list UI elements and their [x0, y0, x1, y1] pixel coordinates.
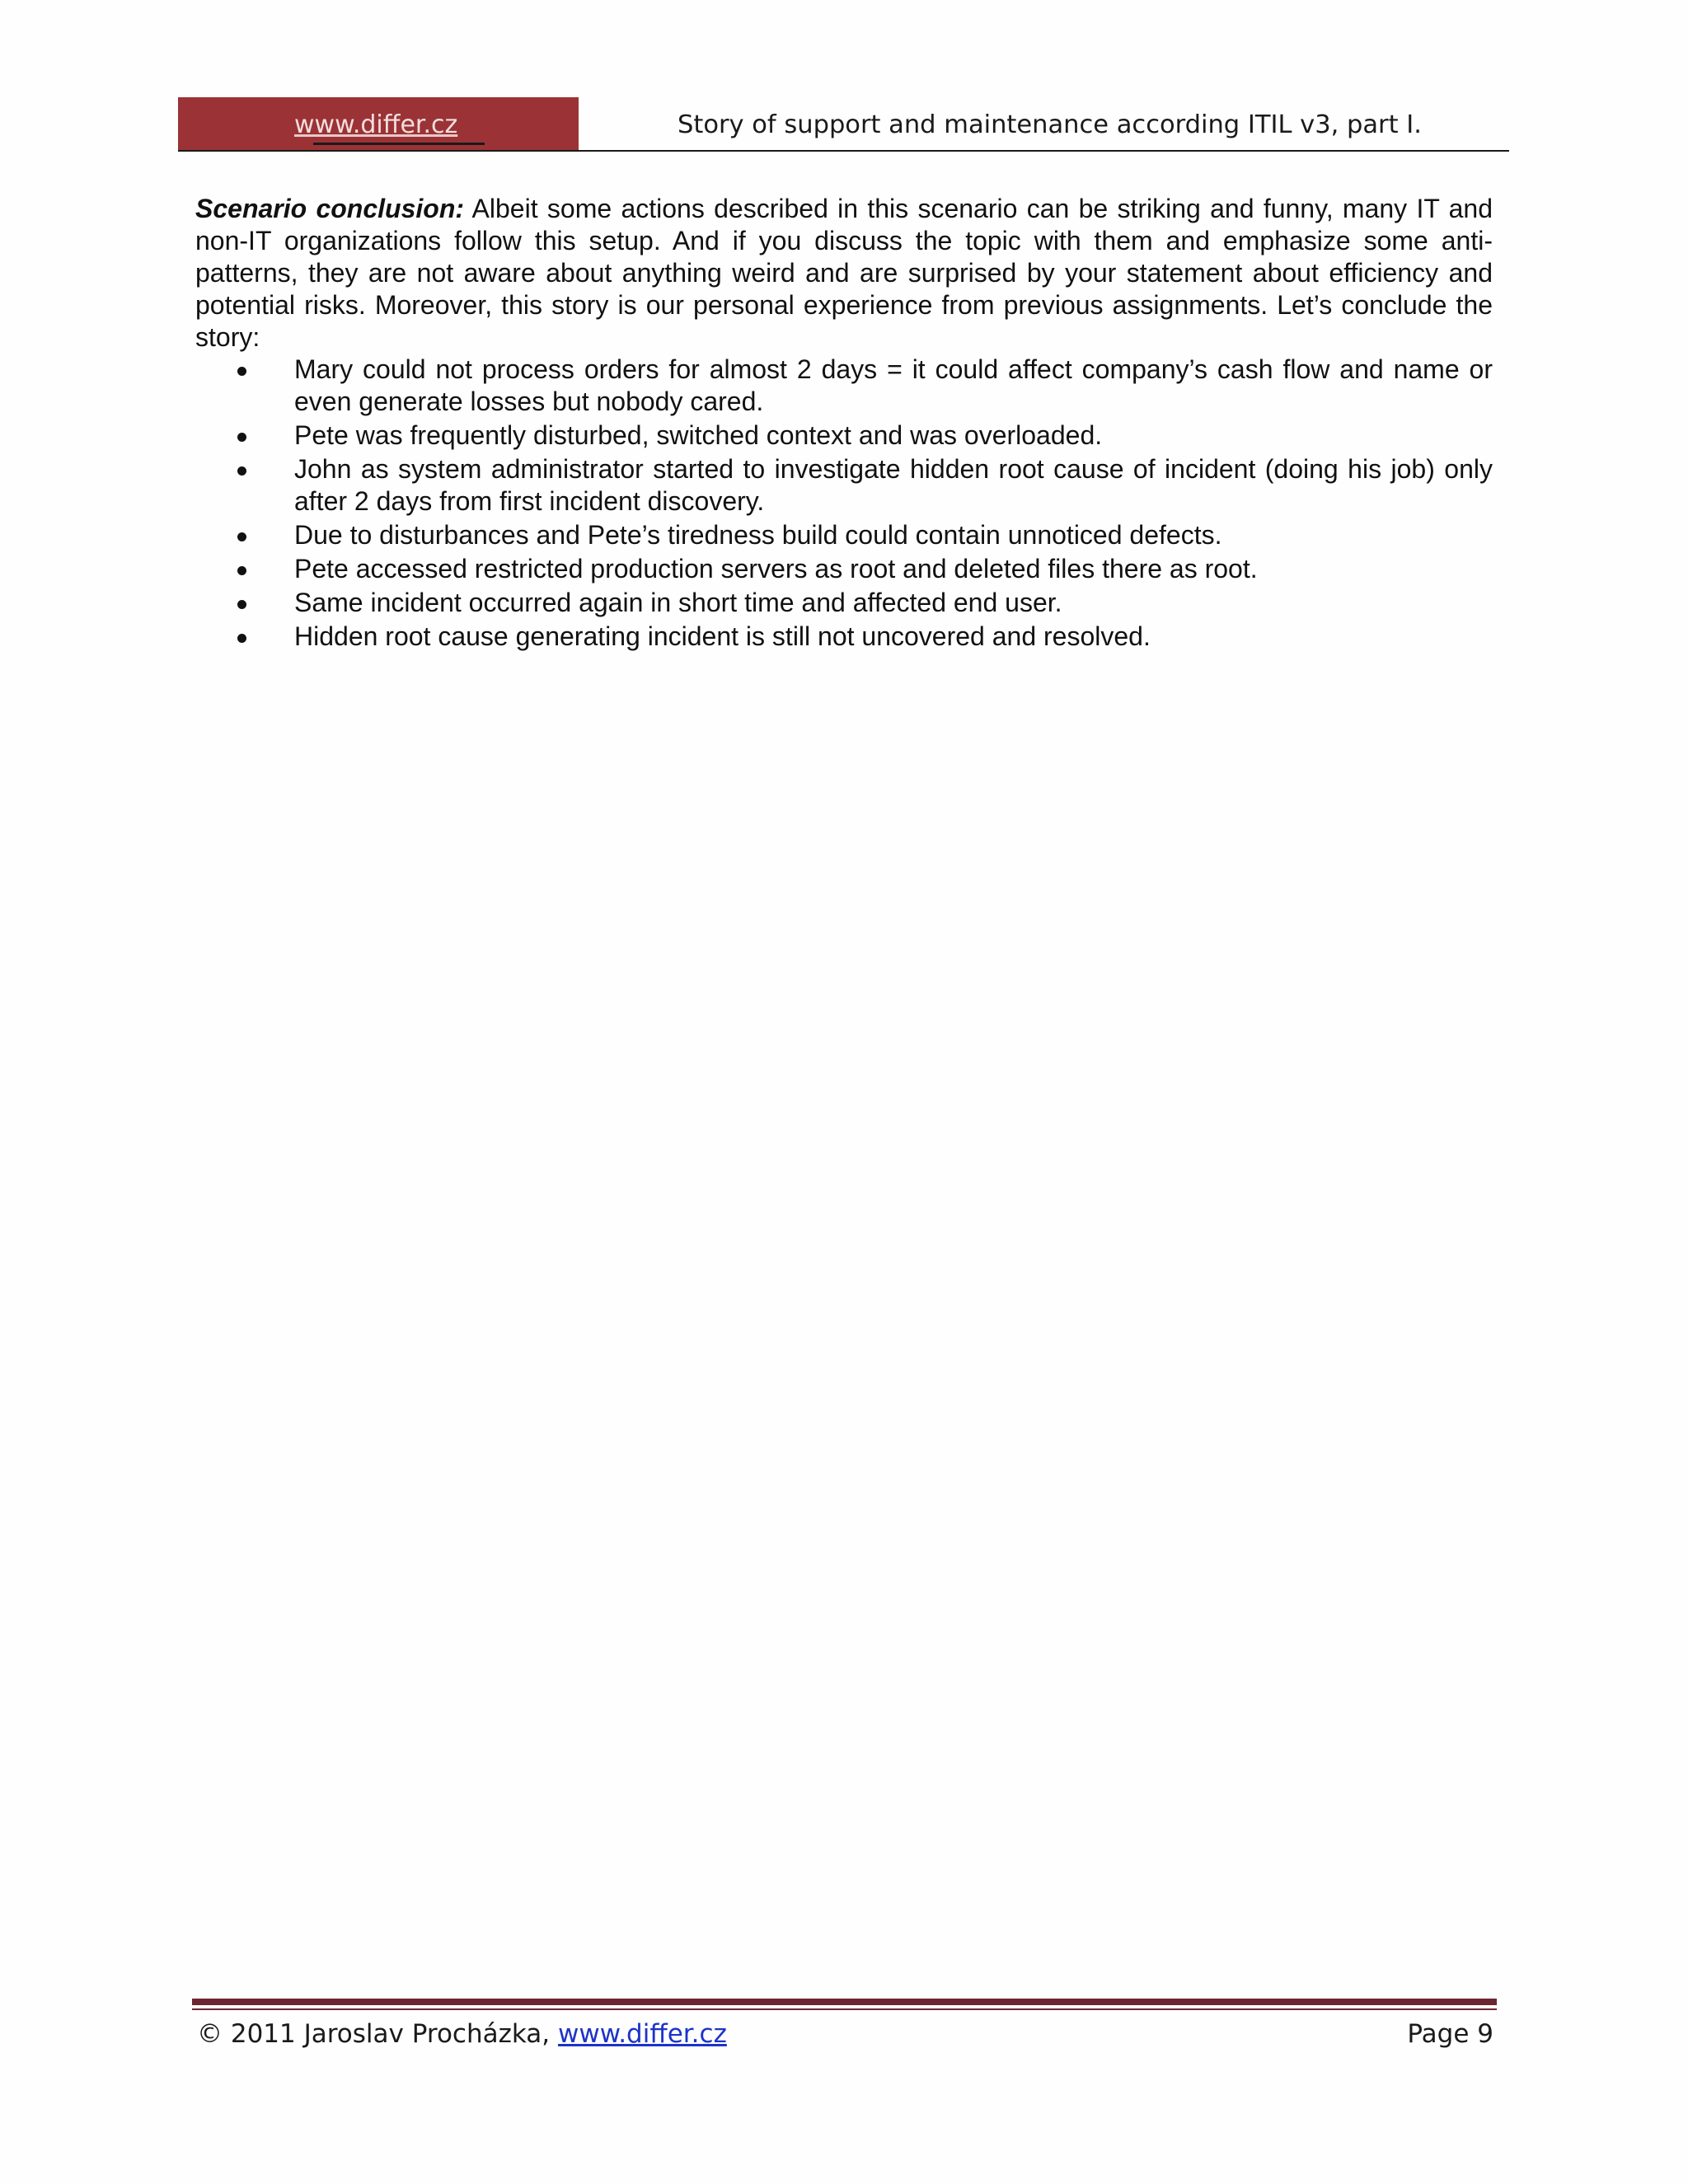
footer-copyright-text: © 2011 Jaroslav Procházka, [197, 2019, 558, 2049]
bullet-text: Pete accessed restricted production servers as root and deleted files there as root. [294, 554, 1258, 583]
conclusion-lead: Scenario conclusion: [195, 194, 465, 223]
bullet-dot-icon [237, 532, 246, 541]
bullet-item [294, 553, 1493, 585]
bullet-item [294, 419, 1493, 452]
bullet-dot-icon [237, 466, 246, 476]
bullet-dot-icon [237, 600, 246, 609]
bullet-dot-icon [237, 433, 246, 442]
bullet-text: Mary could not process orders for almost 2 days = it could affect company’s cash flow and name or even generate losses but nobody cared. [294, 354, 1493, 416]
conclusion-text: Albeit some actions described in this scenario can be striking and funny, many IT and non-IT organizations follow this setup. And if you discuss the topic with them and emphasize some anti-patterns, they are not aware about anything weird and are surprised by your statement about efficiency and potential risks. Moreover, this story is our personal experience from previous assignments. Let’s conclude the story: [195, 194, 1493, 352]
bullet-text: Hidden root cause generating incident is still not uncovered and resolved. [294, 621, 1151, 651]
bullet-dot-icon [237, 634, 246, 643]
bullet-text: John as system administrator started to investigate hidden root cause of incident (doing his job) only after 2 days from first incident discovery. [294, 454, 1493, 516]
bullet-item [294, 621, 1493, 653]
conclusion-bullet-list [195, 354, 1493, 653]
main-content [195, 193, 1493, 654]
bullet-text: Pete was frequently disturbed, switched context and was overloaded. [294, 420, 1103, 450]
bullet-dot-icon [237, 367, 246, 376]
footer-page-number: Page 9 [1407, 2019, 1493, 2049]
bullet-item [294, 519, 1493, 551]
bullet-item [294, 453, 1493, 518]
footer-divider-thin [192, 2008, 1497, 2010]
header-divider [178, 150, 1509, 152]
footer-copyright [197, 2016, 727, 2052]
header-site-link[interactable]: www.differ.cz [294, 110, 458, 139]
footer-site-link[interactable]: www.differ.cz [557, 2019, 727, 2049]
bullet-text: Same incident occurred again in short time and affected end user. [294, 588, 1062, 617]
footer-divider-thick [192, 1999, 1497, 2005]
conclusion-paragraph [195, 193, 1493, 354]
bullet-dot-icon [237, 566, 246, 575]
bullet-item [294, 354, 1493, 418]
header-link-underline [313, 143, 485, 145]
bullet-item [294, 587, 1493, 619]
header-document-title: Story of support and maintenance according ITIL v3, part I. [678, 110, 1422, 139]
bullet-text: Due to disturbances and Pete’s tiredness build could contain unnoticed defects. [294, 520, 1222, 550]
